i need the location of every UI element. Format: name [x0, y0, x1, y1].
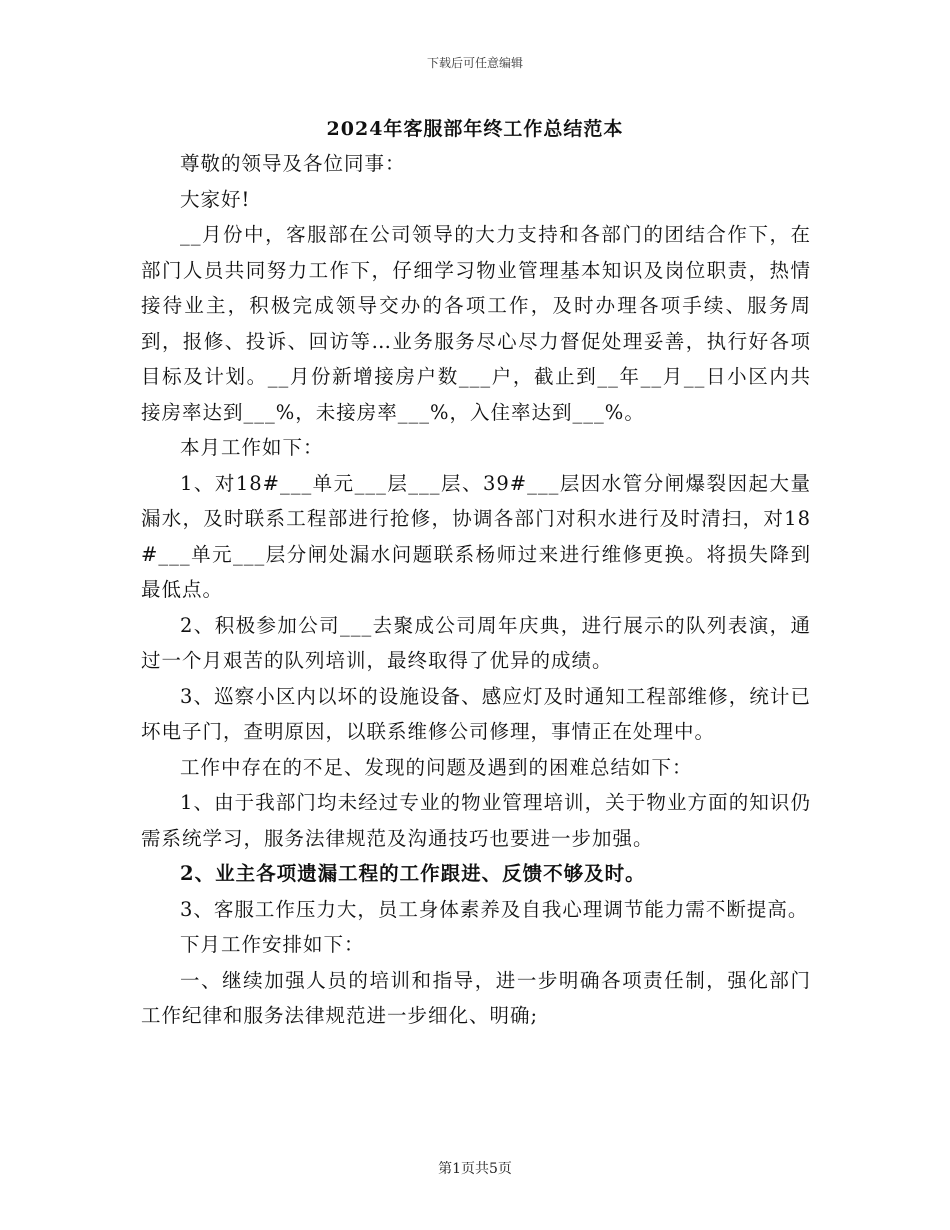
- page-number: 第1页共5页: [438, 1161, 512, 1177]
- section-heading-problems: 工作中存在的不足、发现的问题及遇到的困难总结如下：: [180, 755, 693, 779]
- header-note: 下载后可任意编辑: [426, 56, 523, 70]
- problem-item-1: 1、由于我部门均未经过专业的物业管理培训，关于物业方面的知识仍需系统学习，服务法律规范及沟通技巧也要进一步加强。: [141, 791, 811, 850]
- document-body: [141, 146, 811, 1034]
- problem-item-3: 3、客服工作压力大，员工身体素养及自我心理调节能力需不断提高。: [180, 897, 809, 921]
- section-heading-next-month: 下月工作安排如下：: [180, 933, 365, 956]
- plan-item-1: 一、继续加强人员的培训和指导，进一步明确各项责任制，强化部门工作纪律和服务法律规范进一步细化、明确;: [141, 968, 811, 1027]
- section-heading-this-month: 本月工作如下：: [180, 436, 324, 459]
- work-item-1: 1、对18#___单元___层___层、39#___层因水管分闸爆裂因起大量漏水，及时联系工程部进行抢修，协调各部门对积水进行及时清扫，对18#___单元___层分闸处漏水问题联系杨师过来进行维修更换。将损失降到最低点。: [141, 471, 811, 601]
- intro-paragraph: __月份中，客服部在公司领导的大力支持和各部门的团结合作下，在部门人员共同努力工作下，仔细学习物业管理基本知识及岗位职责，热情接待业主，积极完成领导交办的各项工作，及时办理各项手续、服务周到，报修、投诉、回访等…业务服务尽心尽力督促处理妥善，执行好各项目标及计划。__月份新增接房户数___户，截止到__年__月__日小区内共接房率达到___%，未接房率___%，入住率达到___%。: [141, 223, 811, 424]
- problem-item-2: 2、业主各项遗漏工程的工作跟进、反馈不够及时。: [180, 862, 646, 885]
- work-item-2: 2、积极参加公司___去聚成公司周年庆典，进行展示的队列表演，通过一个月艰苦的队列培训，最终取得了优异的成绩。: [141, 613, 811, 672]
- salutation: 尊敬的领导及各位同事：: [180, 152, 406, 175]
- document-title: 2024年客服部年终工作总结范本: [326, 118, 624, 140]
- work-item-3: 3、巡察小区内以坏的设施设备、感应灯及时通知工程部维修，统计已坏电子门，查明原因，以联系维修公司修理，事情正在处理中。: [141, 684, 811, 743]
- greeting: 大家好!: [180, 187, 251, 211]
